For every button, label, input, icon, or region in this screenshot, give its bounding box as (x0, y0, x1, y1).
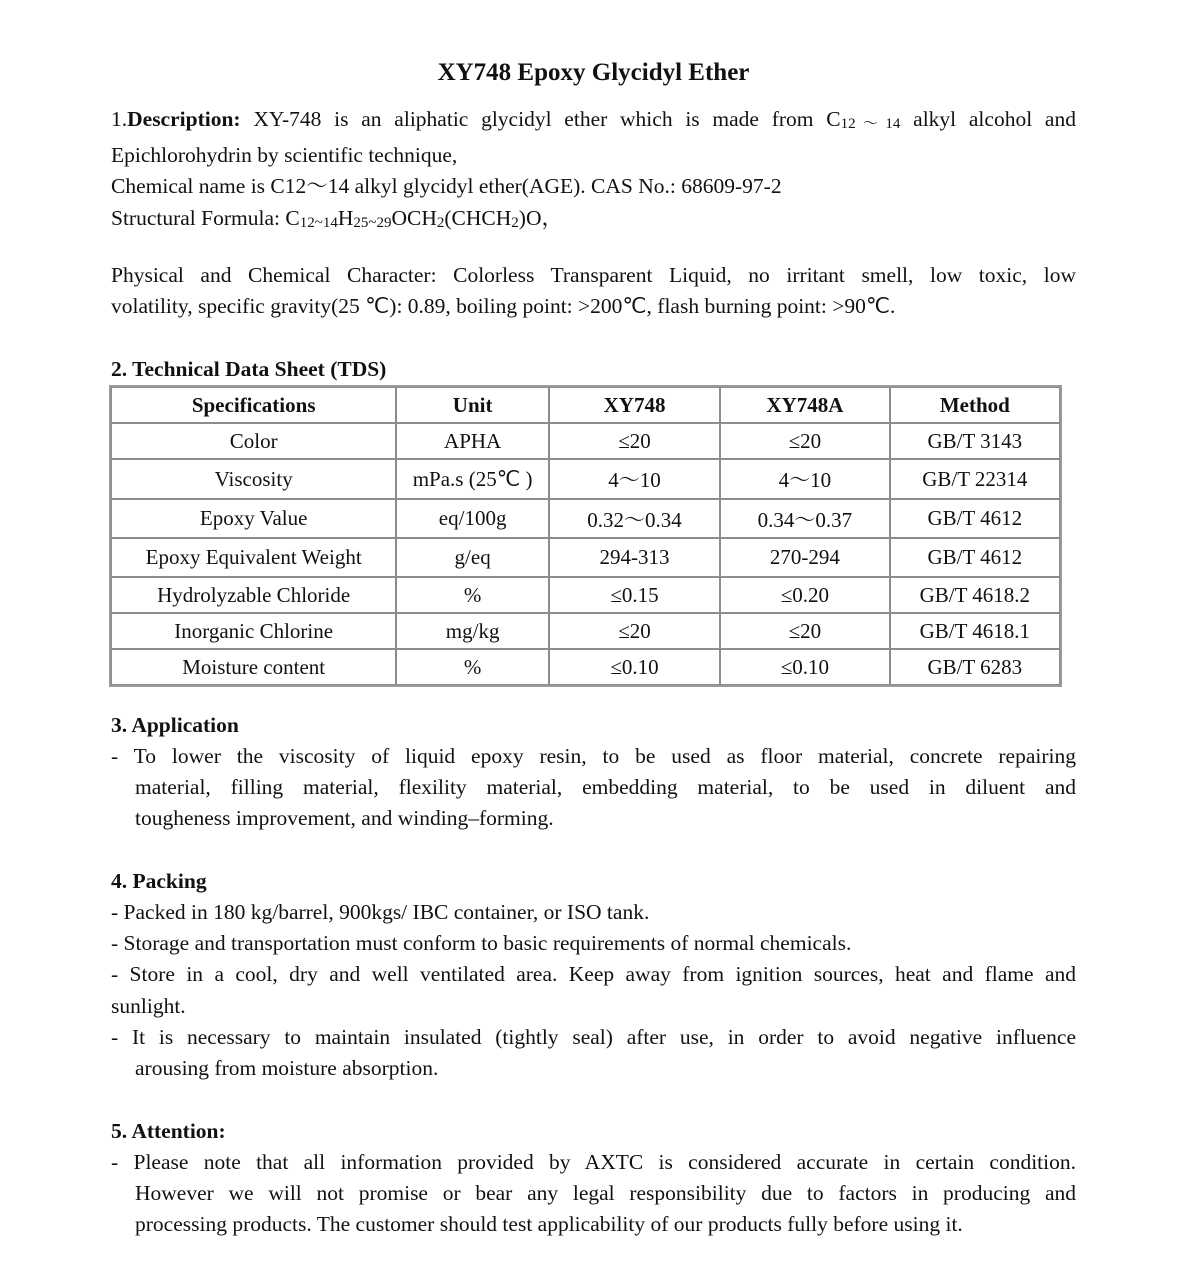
section-number: 1. (111, 107, 128, 131)
packing-item-3-cont: sunlight. (111, 993, 186, 1018)
table-cell: mPa.s (25℃ ) (396, 459, 549, 499)
table-cell: 4～10 (720, 459, 889, 499)
packing-item-2: - Storage and transportation must conform to basic requirements of normal chemicals. (111, 931, 852, 956)
description-text-end: alkyl alcohol and (900, 107, 1076, 131)
table-row (111, 613, 1060, 649)
table-cell: ≤20 (549, 613, 720, 649)
column-header: Unit (396, 387, 549, 423)
table-cell: 0.34～0.37 (720, 499, 889, 538)
table-row (111, 499, 1060, 538)
table-cell: % (396, 577, 549, 613)
table-cell: 4～10 (549, 459, 720, 499)
attention-line-1: - Please note that all information provided by AXTC is considered accurate in certain condition. (111, 1150, 1076, 1174)
table-cell: GB/T 4618.1 (890, 613, 1060, 649)
packing-heading: 4. Packing (111, 869, 207, 893)
table-cell: Moisture content (111, 649, 396, 685)
table-row (111, 459, 1060, 499)
table-cell: ≤20 (720, 423, 889, 459)
subscript: 12～14 (840, 116, 901, 132)
formula-part: (CHCH (444, 205, 512, 230)
table-cell: Epoxy Value (111, 499, 396, 538)
subscript: 2 (436, 214, 445, 231)
application-line-2: material, filling material, flexility material, embedding material, to be used in diluent and (135, 775, 1076, 800)
formula-prefix: Structural Formula: C (111, 205, 300, 230)
table-cell: ≤0.15 (549, 577, 720, 613)
table-row (111, 577, 1060, 613)
table-cell: 294-313 (549, 538, 720, 577)
table-cell: Inorganic Chlorine (111, 613, 396, 649)
table-cell: ≤20 (720, 613, 889, 649)
table-cell: GB/T 22314 (890, 459, 1060, 499)
table-cell: 270-294 (720, 538, 889, 577)
column-header: XY748A (720, 387, 889, 423)
formula-part: OCH (391, 205, 437, 230)
packing-section (111, 897, 1076, 1084)
physical-line-2: volatility, specific gravity(25 ℃): 0.89, boiling point: >200℃, flash burning point: >90℃. (111, 294, 896, 319)
table-cell: Epoxy Equivalent Weight (111, 538, 396, 577)
description-line-2: Epichlorohydrin by scientific technique, (111, 143, 458, 168)
subscript: 2 (511, 214, 519, 231)
table-cell: APHA (396, 423, 549, 459)
table-header-row (111, 387, 1060, 423)
physical-chemical-section (111, 260, 1076, 322)
column-header: XY748 (549, 387, 720, 423)
description-text: XY-748 is an aliphatic glycidyl ether which is made from C (240, 107, 841, 131)
formula-part: H (337, 205, 354, 230)
table-cell: Color (111, 423, 396, 459)
chemical-name-line: Chemical name is C12～14 alkyl glycidyl ether(AGE). CAS No.: 68609-97-2 (111, 174, 782, 199)
attention-heading: 5. Attention: (111, 1119, 226, 1143)
application-line-3: tougheness improvement, and winding–forming. (135, 806, 554, 831)
description-line-1 (111, 104, 1076, 140)
table-cell: % (396, 649, 549, 685)
document-title: XY748 Epoxy Glycidyl Ether (437, 59, 750, 86)
table-cell: GB/T 4612 (890, 538, 1060, 577)
table-cell: GB/T 4612 (890, 499, 1060, 538)
table-cell: GB/T 3143 (890, 423, 1060, 459)
packing-item-4: - It is necessary to maintain insulated (tightly seal) after use, in order to avoid negative influence (111, 1024, 1076, 1049)
application-section (111, 741, 1076, 835)
packing-item-1: - Packed in 180 kg/barrel, 900kgs/ IBC container, or ISO tank. (111, 900, 650, 924)
description-section (111, 104, 1076, 239)
table-row (111, 538, 1060, 577)
packing-item-3: - Store in a cool, dry and well ventilated area. Keep away from ignition sources, heat and flame and (111, 962, 1076, 987)
table-row (111, 649, 1060, 685)
tds-heading: 2. Technical Data Sheet (TDS) (111, 357, 387, 381)
packing-item-4-cont: arousing from moisture absorption. (135, 1056, 439, 1081)
technical-data-table (109, 385, 1062, 687)
attention-section (111, 1147, 1076, 1241)
table-cell: ≤0.20 (720, 577, 889, 613)
column-header: Specifications (111, 387, 396, 423)
table-cell: Hydrolyzable Chloride (111, 577, 396, 613)
structural-formula-line (111, 203, 1076, 239)
table-cell: Viscosity (111, 459, 396, 499)
table-row (111, 423, 1060, 459)
application-line-1: - To lower the viscosity of liquid epoxy resin, to be used as floor material, concrete repairing (111, 744, 1076, 768)
table-cell: g/eq (396, 538, 549, 577)
description-label: Description: (127, 107, 241, 131)
table-cell: GB/T 4618.2 (890, 577, 1060, 613)
column-header: Method (890, 387, 1060, 423)
table-cell: 0.32～0.34 (549, 499, 720, 538)
table-cell: eq/100g (396, 499, 549, 538)
application-heading: 3. Application (111, 713, 239, 737)
subscript: 25~29 (353, 214, 392, 231)
table-cell: ≤0.10 (720, 649, 889, 685)
attention-line-2: However we will not promise or bear any legal responsibility due to factors in producing and (135, 1181, 1076, 1206)
table-cell: ≤20 (549, 423, 720, 459)
formula-part: )O， (518, 205, 563, 230)
attention-line-3: processing products. The customer should test applicability of our products fully before using it. (135, 1212, 963, 1237)
physical-line-1: Physical and Chemical Character: Colorless Transparent Liquid, no irritant smell, low toxic, low (111, 263, 1076, 287)
subscript: 12~14 (299, 214, 338, 231)
table-cell: GB/T 6283 (890, 649, 1060, 685)
table-cell: ≤0.10 (549, 649, 720, 685)
table-cell: mg/kg (396, 613, 549, 649)
